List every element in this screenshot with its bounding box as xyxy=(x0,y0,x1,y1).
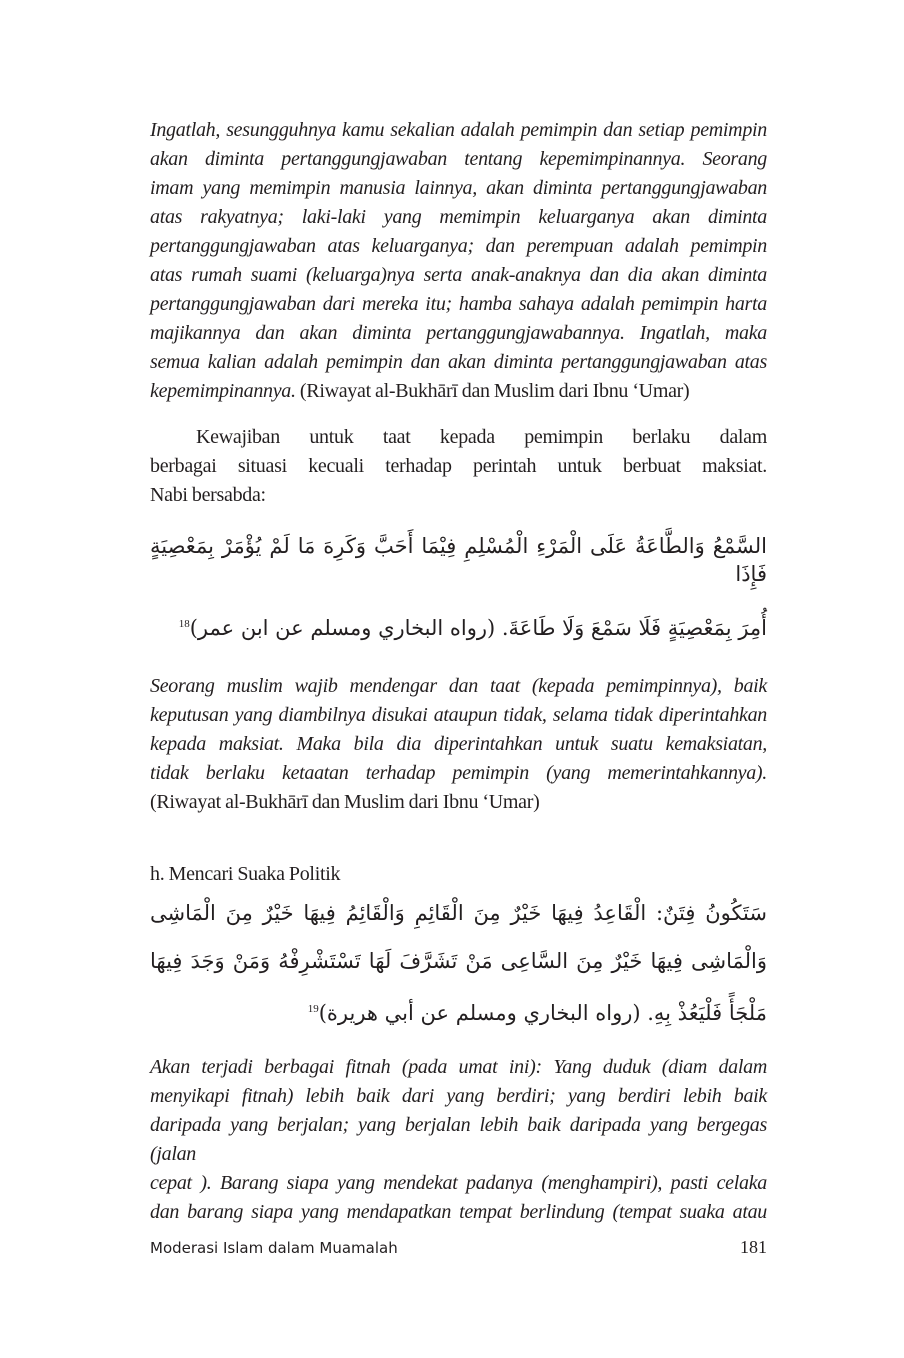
running-footer-title: Moderasi Islam dalam Muamalah xyxy=(150,1239,398,1257)
arabic-hadith-1 xyxy=(150,532,767,642)
quote-block-3 xyxy=(150,1053,767,1227)
running-footer xyxy=(150,1227,767,1298)
quote-line: atas rumah suami (keluarga)nya serta anak-anaknya dan dia akan diminta xyxy=(150,264,767,286)
citation: (Riwayat al-Bukhārī dan Muslim dari Ibnu ‘Umar) xyxy=(295,380,690,402)
quote-line: keputusan yang diambilnya disukai ataupun tidak, selama tidak diperintahkan xyxy=(150,704,767,726)
body-line: berbagai situasi kecuali terhadap perintah untuk berbuat maksiat. xyxy=(150,455,767,477)
quote-line xyxy=(150,377,767,406)
quote-line: pertanggungjawaban dari mereka itu; hamba sahaya adalah pemimpin harta xyxy=(150,293,767,315)
page-number: 181 xyxy=(740,1237,767,1257)
arabic-text: مَلْجَأً فَلْيَعُذْ بِهِ. (رواه البخاري ومسلم عن أبي هريرة) xyxy=(318,1001,767,1025)
quote-line: imam yang memimpin manusia lainnya, akan diminta pertanggungjawaban xyxy=(150,177,767,199)
quote-line: menyikapi fitnah) lebih baik dari yang berdiri; yang berdiri lebih baik xyxy=(150,1085,767,1107)
body-line: Nabi bersabda: xyxy=(150,484,266,506)
quote-line: cepat ). Barang siapa yang mendekat padanya (menghampiri), pasti celaka xyxy=(150,1172,767,1194)
quote-block-2 xyxy=(150,672,767,817)
quote-block-1 xyxy=(150,116,767,406)
arabic-line: وَالْمَاشِى فِيهَا خَيْرٌ مِنَ السَّاعِى مَنْ تَشَرَّفَ لَهَا تَسْتَشْرِفْهُ وَمَنْ وَجَدَ فِيهَا xyxy=(150,949,767,973)
arabic-hadith-2 xyxy=(150,899,767,1027)
quote-line: tidak berlaku ketaatan terhadap pemimpin (yang memerintahkannya). xyxy=(150,762,767,784)
citation: (Riwayat al-Bukhārī dan Muslim dari Ibnu ‘Umar) xyxy=(150,791,540,813)
quote-line: dan barang siapa yang mendapatkan tempat berlindung (tempat suaka atau xyxy=(150,1201,767,1223)
quote-line: daripada yang berjalan; yang berjalan lebih baik daripada yang bergegas (jalan xyxy=(150,1114,767,1165)
footnote-ref[interactable]: 19 xyxy=(307,1003,319,1015)
arabic-line: السَّمْعُ وَالطَّاعَةُ عَلَى الْمَرْءِ الْمُسْلِمِ فِيْمَا أَحَبَّ وَكَرِهَ مَا لَمْ يُؤْمَرْ بِمَعْصِيَةٍ فَإِذَا xyxy=(150,534,767,586)
section-heading: h. Mencari Suaka Politik xyxy=(150,863,341,885)
quote-line: Seorang muslim wajib mendengar dan taat (kepada pemimpinnya), baik xyxy=(150,675,767,697)
quote-line: majikannya dan akan diminta pertanggungjawabannya. Ingatlah, maka xyxy=(150,322,767,344)
quote-end: kepemimpinannya. xyxy=(150,380,296,402)
arabic-line xyxy=(150,610,767,642)
quote-line: Ingatlah, sesungguhnya kamu sekalian adalah pemimpin dan setiap pemimpin xyxy=(150,119,767,141)
body-line: Kewajiban untuk taat kepada pemimpin berlaku dalam xyxy=(196,426,767,448)
quote-line: Akan terjadi berbagai fitnah (pada umat ini): Yang duduk (diam dalam xyxy=(150,1056,767,1078)
quote-line: pertanggungjawaban atas keluarganya; dan perempuan adalah pemimpin xyxy=(150,235,767,257)
quote-line: kepada maksiat. Maka bila dia diperintahkan untuk suatu kemaksiatan, xyxy=(150,733,767,755)
arabic-text: أُمِرَ بِمَعْصِيَةٍ فَلَا سَمْعَ وَلَا طَاعَةَ. (رواه البخاري ومسلم عن ابن عمر) xyxy=(189,616,767,640)
body-paragraph xyxy=(150,423,767,510)
page-content xyxy=(150,116,767,1227)
footnote-ref[interactable]: 18 xyxy=(178,618,190,630)
arabic-line: سَتَكُونُ فِتَنٌ: الْقَاعِدُ فِيهَا خَيْرٌ مِنَ الْقَائِمِ وَالْقَائِمُ فِيهَا خَيْرٌ مِنَ الْمَاشِى xyxy=(150,901,767,925)
quote-line: atas rakyatnya; laki-laki yang memimpin keluarganya akan diminta xyxy=(150,206,767,228)
arabic-line xyxy=(150,995,767,1027)
quote-line: semua kalian adalah pemimpin dan akan diminta pertanggungjawaban atas xyxy=(150,351,767,373)
quote-line: akan diminta pertanggungjawaban tentang kepemimpinannya. Seorang xyxy=(150,148,767,170)
